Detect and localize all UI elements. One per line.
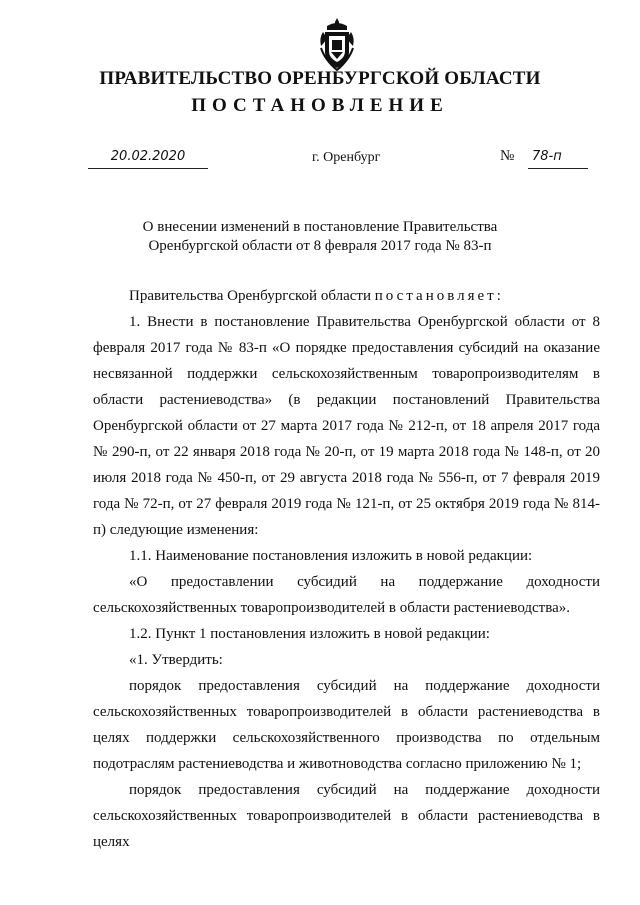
body-paragraph-1-2: 1.2. Пункт 1 постановления изложить в новой редакции: <box>129 626 490 642</box>
intro-verb: постановляет <box>374 288 497 304</box>
coat-of-arms-icon <box>317 16 357 72</box>
body-intro <box>93 283 600 309</box>
document-body <box>93 283 600 855</box>
intro-prefix: Правительства Оренбургской области <box>129 288 375 304</box>
body-paragraph-1-1: 1.1. Наименование постановления изложить в новой редакции: <box>129 548 533 564</box>
document-number-label: № <box>500 148 515 164</box>
body-paragraph-title-quote: «О предоставлении субсидий на поддержание доходности сельскохозяйственных товаропроизводителей в области растениеводства». <box>93 574 600 616</box>
document-subject <box>120 218 520 256</box>
document-date: 20.02.2020 <box>88 146 208 169</box>
body-paragraph-approve: «1. Утвердить: <box>129 652 223 668</box>
subject-line-1: О внесении изменений в постановление Правительства <box>142 219 498 235</box>
document-city: г. Оренбург <box>312 150 381 165</box>
government-title: ПРАВИТЕЛЬСТВО ОРЕНБУРГСКОЙ ОБЛАСТИ <box>99 68 541 89</box>
intro-suffix: : <box>496 288 501 304</box>
document-number: 78-п <box>528 146 588 169</box>
body-paragraph-1: 1. Внести в постановление Правительства Оренбургской области от 8 февраля 2017 года № 83-п «О порядке предоставления субсидий на оказание несвязанной поддержки сельскохозяйственным товаропроизводителям в области растениеводства» (в редакции постановлений Правительства Оренбургской области от 27 марта 2017 года № 212-п, от 18 апреля 2017 года № 290-п, от 22 января 2018 года № 20-п, от 19 марта 2018 года № 148-п, от 20 июля 2018 года № 450-п, от 29 августа 2018 года № 556-п, от 7 февраля 2019 года № 72-п, от 27 февраля 2019 года № 121-п, от 25 октября 2019 года № 814-п) следующие изменения: <box>93 314 600 538</box>
subject-line-2: Оренбургской области от 8 февраля 2017 года № 83-п <box>148 238 492 254</box>
document-type-title: ПОСТАНОВЛЕНИЕ <box>191 95 449 116</box>
body-paragraph-order-1: порядок предоставления субсидий на поддержание доходности сельскохозяйственных товаропроизводителей в области растениеводства в целях поддержки сельскохозяйственного производства по отдельным подотраслям растениеводства и животноводства согласно приложению № 1; <box>93 678 600 772</box>
body-paragraph-order-2: порядок предоставления субсидий на поддержание доходности сельскохозяйственных товаропроизводителей в области растениеводства в целях <box>93 782 600 850</box>
